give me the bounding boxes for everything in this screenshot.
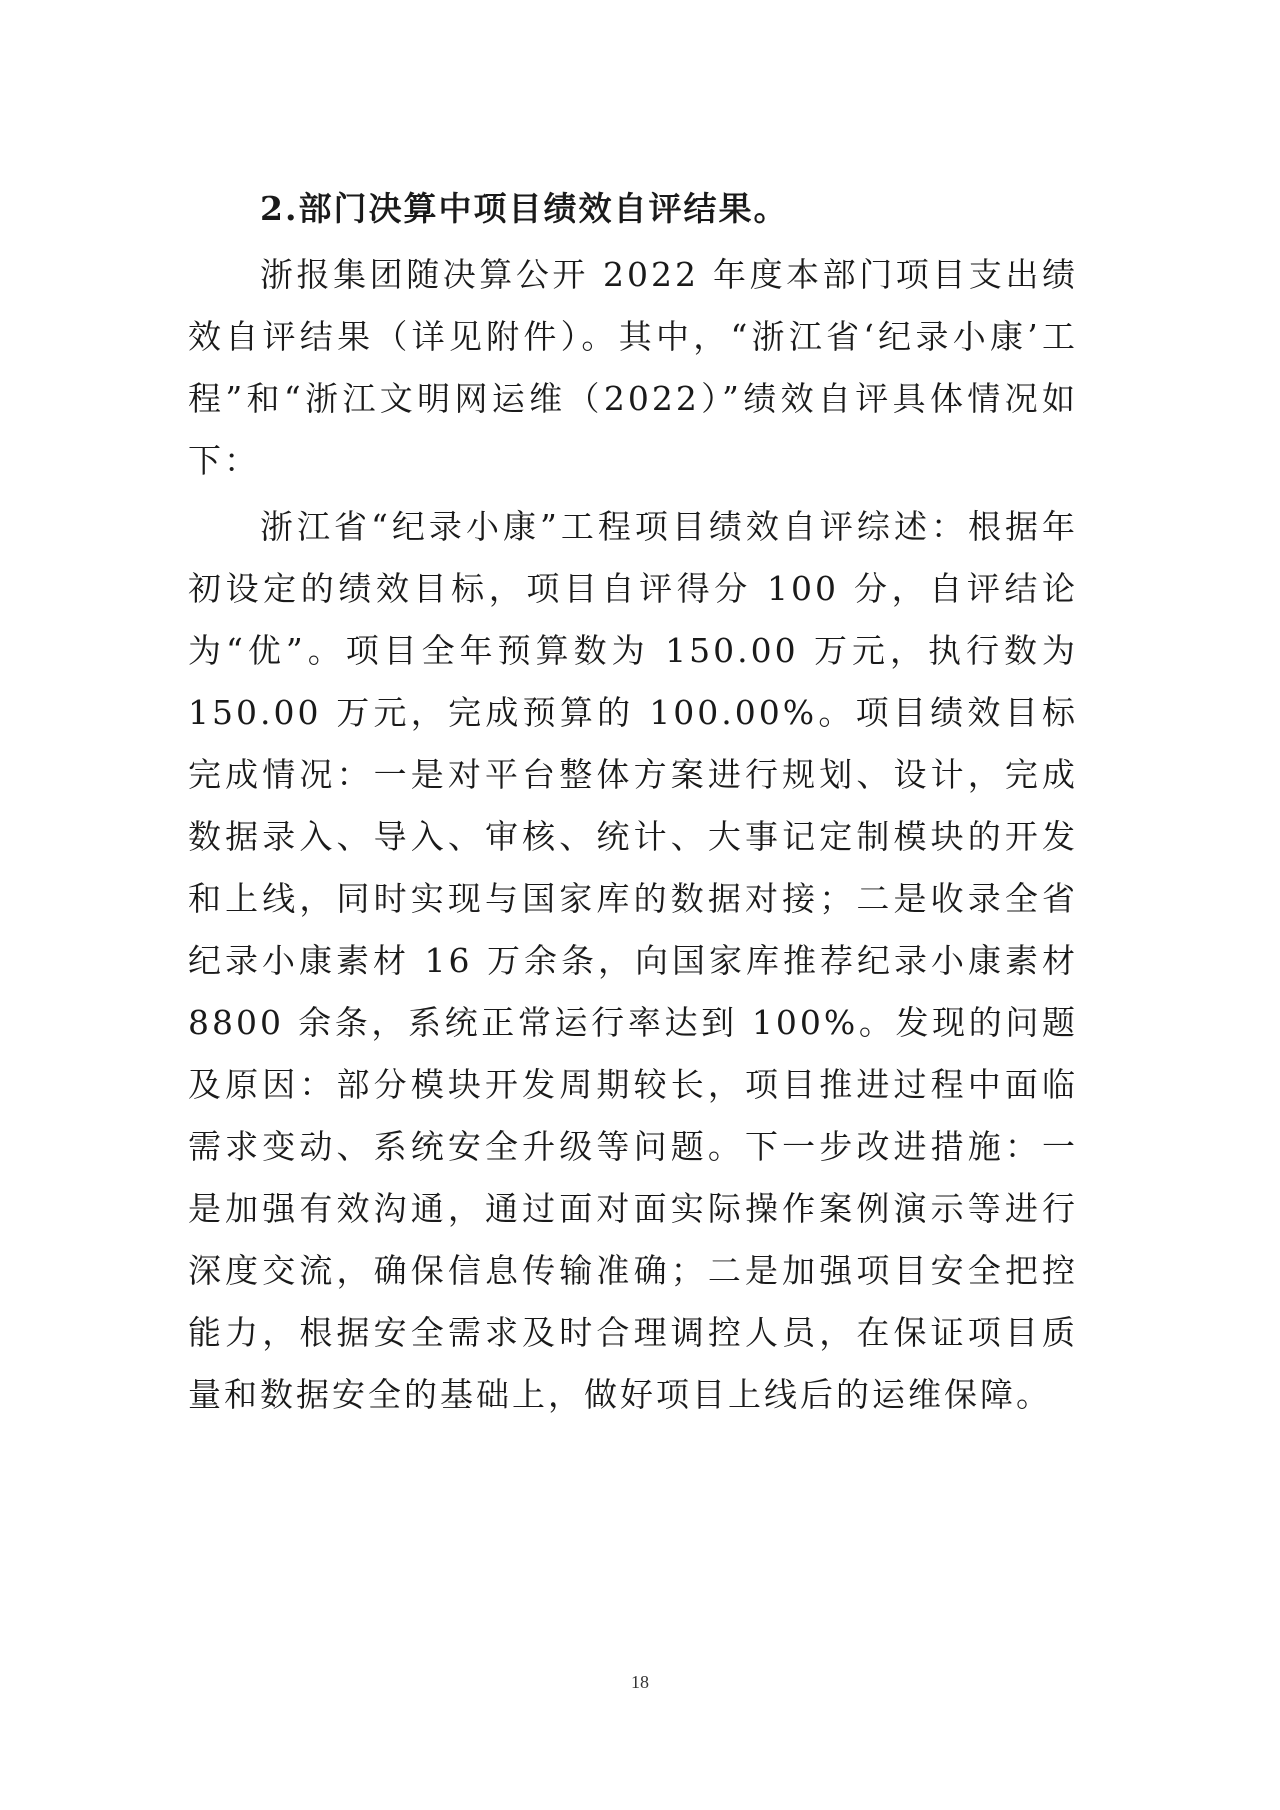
page-number: 18 (631, 1672, 649, 1692)
page-content (188, 178, 1078, 1426)
project-summary-paragraph: 浙江省“纪录小康”工程项目绩效自评综述：根据年初设定的绩效目标，项目自评得分 100 分，自评结论为“优”。项目全年预算数为 150.00 万元，执行数为 150.00 万元，完成预算的 100.00%。项目绩效目标完成情况：一是对平台整体方案进行规划、设计，完成数据录入、导入、审核、统计、大事记定制模块的开发和上线，同时实现与国家库的数据对接；二是收录全省纪录小康素材 16 万余条，向国家库推荐纪录小康素材 8800 余条，系统正常运行率达到 100%。发现的问题及原因：部分模块开发周期较长，项目推进过程中面临需求变动、系统安全升级等问题。下一步改进措施：一是加强有效沟通，通过面对面实际操作案例演示等进行深度交流，确保信息传输准确；二是加强项目安全把控能力，根据安全需求及时合理调控人员，在保证项目质量和数据安全的基础上，做好项目上线后的运维保障。 (188, 507, 1078, 1414)
intro-paragraph: 浙报集团随决算公开 2022 年度本部门项目支出绩效自评结果（详见附件）。其中，“浙江省‘纪录小康’工程”和“浙江文明网运维（2022）”绩效自评具体情况如下： (188, 255, 1078, 480)
section-heading: 2.部门决算中项目绩效自评结果。 (260, 189, 789, 228)
